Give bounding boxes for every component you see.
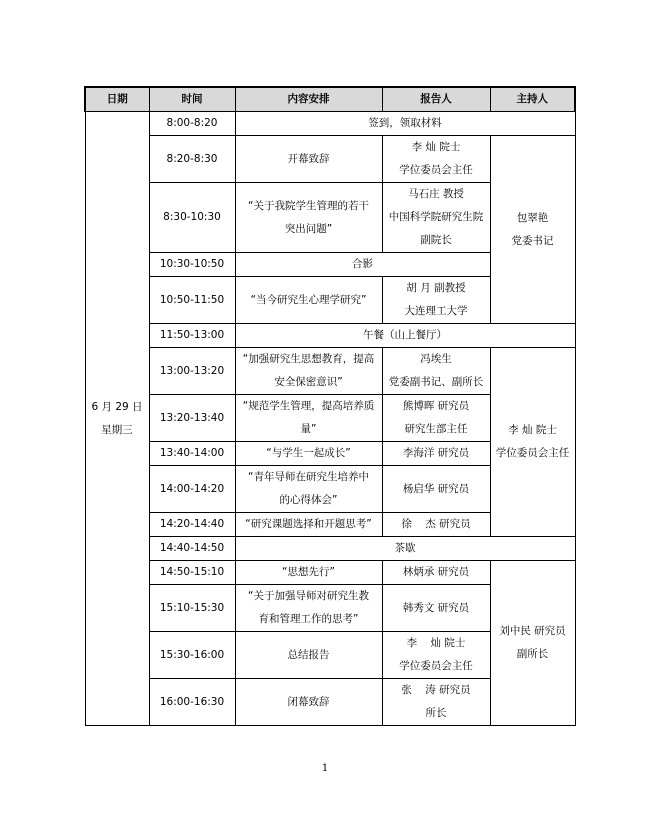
host-cell [490,561,575,726]
speaker-cell [382,395,490,442]
header-content: 内容安排 [235,87,382,112]
content-cell: “与学生一起成长” [235,442,382,466]
time-cell: 15:10-15:30 [149,585,235,632]
speaker-cell [382,632,490,679]
host-title: 学位委员会主任 [495,447,570,459]
time-cell: 10:30-10:50 [149,253,235,277]
header-host: 主持人 [490,87,575,112]
content-cell: “当今研究生心理学研究” [235,277,382,324]
time-cell: 14:00-14:20 [149,466,235,513]
speaker-title: 副院长 [420,234,452,246]
page-number: 1 [321,763,329,774]
weekday-text: 星期三 [101,423,133,436]
content-line: 突出问题” [284,222,333,235]
speaker-cell: 韩秀文 研究员 [382,585,490,632]
content-line: “关于我院学生管理的若干 [248,199,369,212]
content-cell: “思想先行” [235,561,382,585]
speaker-cell: 徐 杰 研究员 [382,513,490,537]
speaker-title: 学位委员会主任 [399,660,473,672]
speaker-name: 熊博晖 研究员 [402,400,470,412]
header-row [85,87,575,112]
content-cell [235,395,382,442]
date-text: 6 月 29 日 [91,400,143,413]
speaker-name: 胡 月 副教授 [406,282,466,294]
table-row [85,348,575,395]
table-row [85,112,575,136]
content-line: 安全保密意识” [274,376,343,388]
speaker-title: 学位委员会主任 [399,164,473,176]
content-line: “规范学生管理，提高培养质 [242,400,375,412]
content-line: “关于加强导师对研究生教 [248,590,369,602]
host-name: 刘中民 研究员 [499,625,566,637]
time-cell: 8:30-10:30 [149,183,235,253]
header-time: 时间 [149,87,235,112]
date-cell [85,112,149,726]
speaker-name: 李 灿 院士 [406,637,466,649]
host-cell [490,348,575,537]
host-title: 副所长 [516,648,549,660]
speaker-name: 李 灿 院士 [411,141,461,153]
speaker-cell: 李海洋 研究员 [382,442,490,466]
time-cell: 14:20-14:40 [149,513,235,537]
speaker-cell [382,183,490,253]
host-name: 包翠艳 [516,211,549,224]
time-cell: 10:50-11:50 [149,277,235,324]
content-cell [235,466,382,513]
time-cell: 8:20-8:30 [149,136,235,183]
speaker-name: 冯埃生 [420,353,452,365]
time-cell: 14:40-14:50 [149,537,235,561]
host-title: 党委书记 [511,234,554,247]
table-row [85,136,575,183]
content-line: 育和管理工作的思考” [258,613,359,625]
speaker-cell [382,348,490,395]
speaker-title: 党委副书记、副所长 [388,376,484,388]
content-cell [235,183,382,253]
schedule-table [84,86,576,726]
content-cell: 茶歇 [235,537,575,561]
content-line: 量” [300,423,317,435]
speaker-title: 大连理工大学 [404,305,468,317]
content-cell [235,585,382,632]
speaker-cell [382,136,490,183]
speaker-cell [382,679,490,726]
speaker-title: 所长 [425,707,447,719]
content-cell: 总结报告 [235,632,382,679]
speaker-title: 中国科学院研究生院 [388,211,484,223]
speaker-cell: 林炳承 研究员 [382,561,490,585]
content-cell: 闭幕致辞 [235,679,382,726]
content-line: “青年导师在研究生培养中 [248,471,369,483]
header-date: 日期 [85,87,149,112]
content-cell: 午餐（山上餐厅） [235,324,575,348]
content-cell: 合影 [235,253,490,277]
time-cell: 14:50-15:10 [149,561,235,585]
time-cell: 16:00-16:30 [149,679,235,726]
speaker-name: 马石庄 教授 [408,188,464,200]
time-cell: 11:50-13:00 [149,324,235,348]
speaker-cell: 杨启华 研究员 [382,466,490,513]
time-cell: 13:20-13:40 [149,395,235,442]
content-cell: 开幕致辞 [235,136,382,183]
speaker-title: 研究生部主任 [404,423,468,435]
content-cell: 签到，领取材料 [235,112,575,136]
time-cell: 13:00-13:20 [149,348,235,395]
host-cell [490,136,575,324]
time-cell: 15:30-16:00 [149,632,235,679]
time-cell: 8:00-8:20 [149,112,235,136]
speaker-name: 张 涛 研究员 [401,684,471,696]
host-name: 李 灿 院士 [508,424,557,436]
header-speaker: 报告人 [382,87,490,112]
content-line: 的心得体会” [279,494,338,506]
content-cell: “研究课题选择和开题思考” [235,513,382,537]
time-cell: 13:40-14:00 [149,442,235,466]
content-line: “加强研究生思想教育，提高 [242,353,375,365]
table-row [85,561,575,585]
speaker-cell [382,277,490,324]
table-row [85,537,575,561]
content-cell [235,348,382,395]
table-row [85,324,575,348]
